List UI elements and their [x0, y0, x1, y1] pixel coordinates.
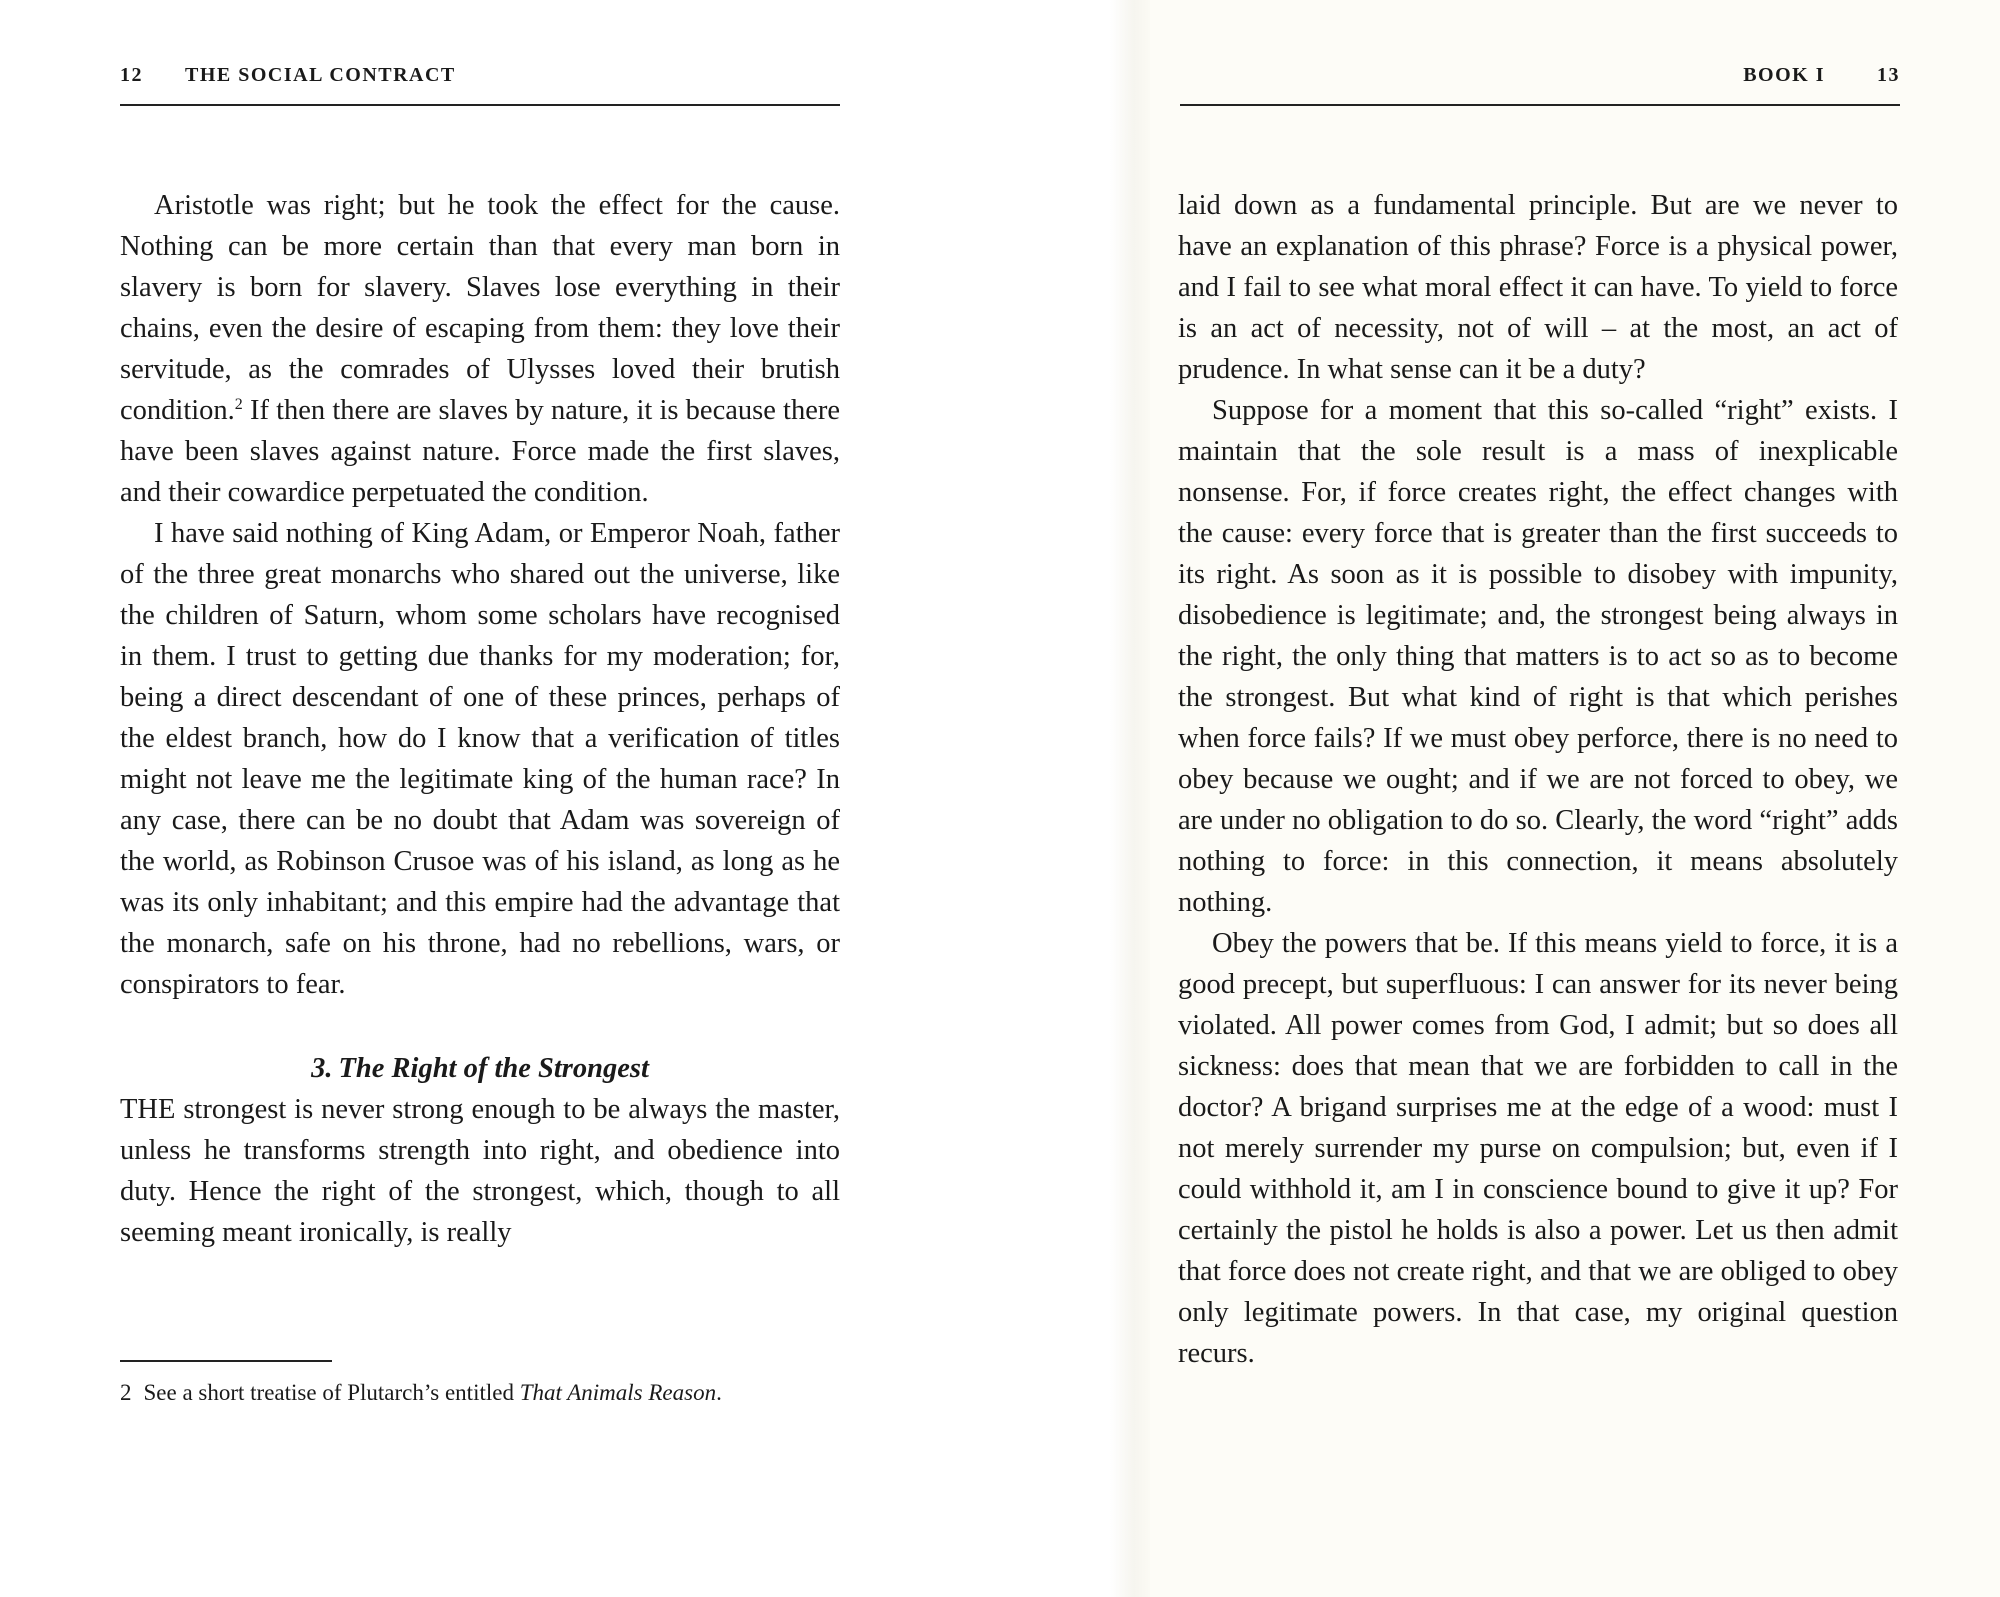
section-number: 3.	[311, 1053, 333, 1084]
left-head-rule	[120, 104, 840, 106]
right-page-number: 13	[1877, 64, 1900, 86]
footnote-text: See a short treatise of Plutarch’s entitled	[143, 1380, 520, 1405]
paragraph: Obey the powers that be. If this means yield to force, it is a good precept, but superfluous: I can answer for its never being violated. All power comes from God, I admit; but so does all sickness: does that mean that we are forbidden to call in the doctor? A brigand surprises me at the edge of a wood: must I not merely surrender my purse on compulsion; but, even if I could withhold it, am I in conscience bound to give it up? For certainly the pistol he holds is also a power. Let us then admit that force does not create right, and that we are obliged to obey only legitimate powers. In that case, my original question recurs.	[1178, 928, 1898, 1369]
section-heading	[120, 1048, 840, 1089]
left-page-number: 12	[120, 64, 143, 86]
footnote	[120, 1376, 840, 1410]
right-text-column	[1178, 185, 1898, 1374]
footnote-end: .	[716, 1380, 722, 1405]
footnote-number: 2	[120, 1380, 132, 1405]
paragraph: Suppose for a moment that this so-called “right” exists. I maintain that the sole result is a mass of inexplicable nonsense. For, if force creates right, the effect changes with the cause: every force that is greater than the first succeeds to its right. As soon as it is possible to disobey with impunity, disobedience is legitimate; and, the strongest being always in the right, the only thing that matters is to act so as to become the strongest. But what kind of right is that which perishes when force fails? If we must obey perforce, there is no need to obey because we ought; and if we are not forced to obey, we are under no obligation to do so. Clearly, the word “right” adds nothing to force: in this connection, it means absolutely nothing.	[1178, 395, 1898, 918]
section-opening-paragraph: THE strongest is never strong enough to be always the master, unless he transforms strength into right, and obedience into duty. Hence the right of the strongest, which, though to all seeming meant ironically, is really	[120, 1094, 840, 1248]
paragraph: I have said nothing of King Adam, or Emperor Noah, father of the three great monarchs who shared out the universe, like the children of Saturn, whom some scholars have recognised in them. I trust to getting due thanks for my moderation; for, being a direct descendant of one of these princes, perhaps of the eldest branch, how do I know that a verification of titles might not leave me the legitimate king of the human race? In any case, there can be no doubt that Adam was sovereign of the world, as Robinson Crusoe was of his island, as long as he was its only inhabitant; and this empire had the advantage that the monarch, safe on his throne, had no rebellions, wars, or conspirators to fear.	[120, 518, 840, 1000]
footnote-reference[interactable]: 2	[234, 396, 243, 413]
left-text-column	[120, 185, 840, 1253]
footnote-cited-title: That Animals Reason	[519, 1380, 717, 1405]
section-title: The Right of the Strongest	[338, 1053, 649, 1084]
book-title-head: THE SOCIAL CONTRACT	[185, 64, 456, 86]
paragraph-text: If then there are slaves by nature, it is because there have been slaves against nature. Force made the first slaves, and their cowardice perpetuated the condition.	[120, 395, 840, 508]
book-section-head: BOOK I	[1743, 64, 1825, 86]
left-running-head	[120, 64, 840, 87]
footnote-rule	[120, 1360, 332, 1362]
right-head-rule	[1180, 104, 1900, 106]
book-gutter	[1110, 0, 1150, 1597]
paragraph: laid down as a fundamental principle. But are we never to have an explanation of this phrase? Force is a physical power, and I fail to see what moral effect it can have. To yield to force is an act of necessity, not of will – at the most, an act of prudence. In what sense can it be a duty?	[1178, 190, 1898, 385]
right-running-head	[1180, 64, 1900, 87]
paragraph-text: Aristotle was right; but he took the effect for the cause. Nothing can be more certain than that every man born in slavery is born for slavery. Slaves lose everything in their chains, even the desire of escaping from them: they love their servitude, as the comrades of Ulysses loved their brutish condition.	[120, 190, 840, 426]
paragraph	[120, 185, 840, 513]
